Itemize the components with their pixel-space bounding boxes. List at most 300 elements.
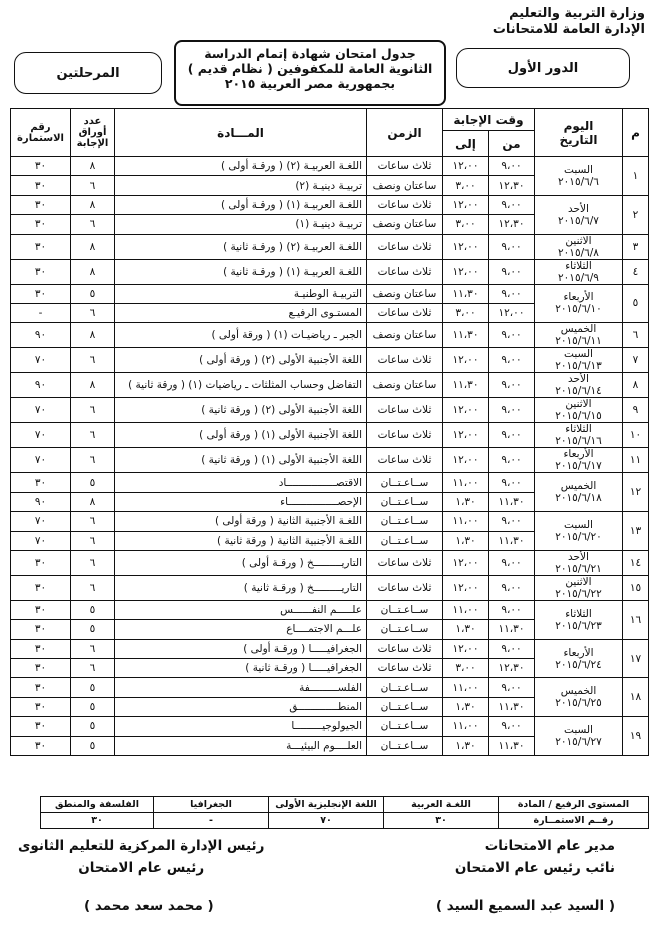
exam-date: ٢٠١٥/٦/٢١	[555, 562, 602, 575]
exam-date: ٢٠١٥/٦/١٧	[555, 460, 602, 473]
day-name: الخميس	[560, 480, 597, 493]
form-number: ٣٠	[11, 600, 71, 619]
day-name: السبت	[564, 519, 593, 532]
day-date-cell	[535, 678, 623, 717]
subject: اللغـة الأجنبية الثانية ( ورقة ثانية )	[115, 531, 367, 550]
sheet-count: ٨	[71, 234, 115, 259]
day-number: ١٥	[623, 575, 649, 600]
subject: اللغـة العربيـة (٢) ( ورقـة أولى )	[115, 157, 367, 176]
day-date-cell	[535, 512, 623, 551]
table-row	[11, 448, 649, 473]
time-from: ٩،٠٠	[489, 259, 535, 284]
day-date-cell	[535, 195, 623, 234]
time-to: ١١،٠٠	[443, 473, 489, 492]
duration: ثلاث ساعات	[367, 575, 443, 600]
day-name: الأربعاء	[563, 448, 594, 461]
day-number: ١	[623, 157, 649, 196]
sheet-count: ٥	[71, 678, 115, 697]
time-to: ١١،٠٠	[443, 717, 489, 736]
col-from: من	[489, 131, 535, 157]
summary-row-label: رقــم الاستمــارة	[499, 813, 649, 829]
subject: التاريـــــــــخ ( ورقـة ثانية )	[115, 575, 367, 600]
time-to: ١٢،٠٠	[443, 423, 489, 448]
time-from: ٩،٠٠	[489, 717, 535, 736]
sheet-count: ٦	[71, 639, 115, 658]
day-number: ١٣	[623, 512, 649, 551]
duration: ثلاث ساعات	[367, 348, 443, 373]
day-name: الأحد	[568, 550, 589, 563]
col-time: وقت الإجابة	[443, 109, 535, 131]
day-number: ١٩	[623, 717, 649, 756]
time-to: ١١،٣٠	[443, 284, 489, 303]
duration: ســاعـتــان	[367, 697, 443, 716]
day-date-cell	[535, 398, 623, 423]
table-row	[11, 600, 649, 619]
duration: ســاعـتــان	[367, 736, 443, 755]
form-number: ٣٠	[11, 234, 71, 259]
day-number: ٧	[623, 348, 649, 373]
exam-date: ٢٠١٥/٦/١٠	[555, 303, 602, 316]
exam-date: ٢٠١٥/٦/١٥	[555, 410, 602, 423]
table-row	[11, 678, 649, 697]
summary-header-2: اللغـة العربية	[384, 797, 499, 813]
time-from: ٩،٠٠	[489, 323, 535, 348]
exam-date: ٢٠١٥/٦/٢٠	[555, 531, 602, 544]
day-number: ٢	[623, 195, 649, 234]
form-number: ٧٠	[11, 512, 71, 531]
right-signature-title-1: مدير عام الامتحانات	[484, 838, 615, 854]
table-row	[11, 373, 649, 398]
sheet-count: ٥	[71, 620, 115, 639]
time-to: ٣،٠٠	[443, 659, 489, 678]
exam-date: ٢٠١٥/٦/٦	[558, 175, 599, 188]
duration: ثلاث ساعات	[367, 259, 443, 284]
subject: الفلســـــــــفة	[115, 678, 367, 697]
table-row	[11, 512, 649, 531]
time-from: ٩،٠٠	[489, 678, 535, 697]
time-from: ١٢،٣٠	[489, 659, 535, 678]
time-from: ٩،٠٠	[489, 284, 535, 303]
table-row	[11, 157, 649, 176]
right-signature-name: ( السيد عبد السميع السيد )	[435, 898, 615, 914]
day-name: السبت	[564, 724, 593, 737]
day-date-cell	[535, 423, 623, 448]
day-number: ١٦	[623, 600, 649, 639]
form-number: -	[11, 303, 71, 322]
time-to: ١،٣٠	[443, 736, 489, 755]
form-number: ٣٠	[11, 620, 71, 639]
day-number: ١١	[623, 448, 649, 473]
time-to: ١٢،٠٠	[443, 234, 489, 259]
col-subject: المـــادة	[115, 109, 367, 157]
summary-table	[40, 796, 649, 829]
day-date-cell	[535, 157, 623, 196]
time-from: ١١،٣٠	[489, 531, 535, 550]
left-signature-block	[18, 835, 264, 879]
form-number: ٣٠	[11, 157, 71, 176]
subject: اللغة الأجنبية الأولى (٢) ( ورقة أولى )	[115, 348, 367, 373]
day-number: ٣	[623, 234, 649, 259]
time-from: ٩،٠٠	[489, 575, 535, 600]
table-row	[11, 234, 649, 259]
subject: الجغرافيـــــا ( ورقـة ثانية )	[115, 659, 367, 678]
table-row	[11, 575, 649, 600]
time-from: ٩،٠٠	[489, 423, 535, 448]
subject: اللغة الأجنبية الأولى (١) ( ورقة ثانية )	[115, 448, 367, 473]
duration: ثلاث ساعات	[367, 234, 443, 259]
sheet-count: ٨	[71, 373, 115, 398]
round-label: الدور الأول	[507, 60, 579, 76]
col-sheets: عدد أوراق الإجابة	[71, 109, 115, 157]
summary-value-2: ٧٠	[269, 813, 384, 829]
sheet-count: ٨	[71, 259, 115, 284]
duration: ثلاث ساعات	[367, 423, 443, 448]
table-row	[11, 550, 649, 575]
duration: ســاعـتــان	[367, 512, 443, 531]
time-to: ١٢،٠٠	[443, 575, 489, 600]
subject: علـــم الاجتمــــاع	[115, 620, 367, 639]
duration: ثلاث ساعات	[367, 157, 443, 176]
exam-date: ٢٠١٥/٦/١١	[555, 335, 602, 348]
time-to: ١١،٣٠	[443, 373, 489, 398]
title-line-1: جدول امتحان شهادة إتمام الدراسة	[204, 46, 416, 61]
col-day-date: اليوم التاريخ	[535, 109, 623, 157]
sheet-count: ٦	[71, 303, 115, 322]
sheet-count: ٦	[71, 659, 115, 678]
sheet-count: ٥	[71, 473, 115, 492]
time-from: ١٢،٠٠	[489, 303, 535, 322]
subject: اللغـة العربيـة (١) ( ورقـة أولى )	[115, 195, 367, 214]
time-to: ١١،٣٠	[443, 323, 489, 348]
time-from: ١٢،٣٠	[489, 215, 535, 234]
day-name: الاثنين	[565, 398, 592, 411]
form-number: ٣٠	[11, 717, 71, 736]
form-number: ٧٠	[11, 531, 71, 550]
day-name: الأربعاء	[563, 646, 594, 659]
exam-date: ٢٠١٥/٦/٢٢	[555, 587, 602, 600]
form-number: ٣٠	[11, 639, 71, 658]
time-from: ١١،٣٠	[489, 736, 535, 755]
day-date-cell	[535, 284, 623, 323]
form-number: ٣٠	[11, 195, 71, 214]
summary-header-3: اللغة الإنجليزية الأولى	[269, 797, 384, 813]
table-row	[11, 639, 649, 658]
table-row	[11, 195, 649, 214]
duration: ثلاث ساعات	[367, 398, 443, 423]
time-from: ٩،٠٠	[489, 157, 535, 176]
duration: ساعتان ونصف	[367, 176, 443, 195]
time-from: ٩،٠٠	[489, 234, 535, 259]
time-to: ١،٣٠	[443, 531, 489, 550]
day-number: ١٤	[623, 550, 649, 575]
col-to: إلى	[443, 131, 489, 157]
subject: اللغة الأجنبية الأولى (١) ( ورقة أولى )	[115, 423, 367, 448]
title-box	[174, 40, 446, 106]
time-from: ١١،٣٠	[489, 620, 535, 639]
time-from: ١١،٣٠	[489, 492, 535, 511]
day-name: الأحد	[568, 202, 589, 215]
form-number: ٣٠	[11, 473, 71, 492]
day-date-cell	[535, 373, 623, 398]
time-to: ٣،٠٠	[443, 215, 489, 234]
summary-value-4: ٣٠	[41, 813, 154, 829]
duration: ســاعـتــان	[367, 600, 443, 619]
form-number: ٣٠	[11, 736, 71, 755]
time-from: ٩،٠٠	[489, 373, 535, 398]
sheet-count: ٨	[71, 195, 115, 214]
time-to: ١٢،٠٠	[443, 195, 489, 214]
table-row	[11, 398, 649, 423]
subject: الجغرافيـــــا ( ورقـة أولى )	[115, 639, 367, 658]
time-to: ٣،٠٠	[443, 303, 489, 322]
day-name: الأربعاء	[563, 291, 594, 304]
day-name: الاثنين	[565, 234, 592, 247]
exam-date: ٢٠١٥/٦/٩	[558, 271, 599, 284]
day-number: ١٢	[623, 473, 649, 512]
exam-date: ٢٠١٥/٦/٢٧	[555, 736, 602, 749]
exam-date: ٢٠١٥/٦/٢٥	[555, 697, 602, 710]
sheet-count: ٦	[71, 423, 115, 448]
subject: التربيـة الوطنيـة	[115, 284, 367, 303]
time-to: ١٢،٠٠	[443, 639, 489, 658]
duration: ثلاث ساعات	[367, 659, 443, 678]
left-signature-title-2: رئيس عام الامتحان	[78, 860, 205, 876]
day-number: ٦	[623, 323, 649, 348]
form-number: ٣٠	[11, 550, 71, 575]
sheet-count: ٦	[71, 575, 115, 600]
duration: ســاعـتــان	[367, 531, 443, 550]
table-row	[11, 348, 649, 373]
col-duration: الزمن	[367, 109, 443, 157]
subject: اللغـة العربيـة (١) ( ورقـة ثانية )	[115, 259, 367, 284]
left-signature-name: ( محمد سعد محمد )	[84, 898, 214, 914]
exam-date: ٢٠١٥/٦/١٦	[555, 435, 602, 448]
subject: المنطـــــــــــــق	[115, 697, 367, 716]
sheet-count: ٦	[71, 550, 115, 575]
summary-value-1: ٣٠	[384, 813, 499, 829]
summary-value-3: -	[154, 813, 269, 829]
form-number: ٧٠	[11, 348, 71, 373]
summary-header-4: الجغرافيا	[154, 797, 269, 813]
title-line-3: بجمهورية مصر العربية ٢٠١٥	[224, 76, 396, 91]
subject: اللغـة العربيـة (٢) ( ورقـة ثانية )	[115, 234, 367, 259]
form-number: ٩٠	[11, 492, 71, 511]
duration: ســاعـتــان	[367, 717, 443, 736]
form-number: ٩٠	[11, 323, 71, 348]
time-to: ١٢،٠٠	[443, 448, 489, 473]
form-number: ٣٠	[11, 659, 71, 678]
exam-date: ٢٠١٥/٦/١٤	[555, 385, 602, 398]
exam-date: ٢٠١٥/٦/٨	[558, 246, 599, 259]
ministry-header	[493, 6, 645, 38]
sheet-count: ٥	[71, 697, 115, 716]
time-to: ١،٣٠	[443, 697, 489, 716]
duration: ســاعـتــان	[367, 492, 443, 511]
duration: ساعتان ونصف	[367, 323, 443, 348]
day-name: الخميس	[560, 323, 597, 336]
day-name: الأحد	[568, 373, 589, 386]
exam-date: ٢٠١٥/٦/٧	[558, 214, 599, 227]
sheet-count: ٥	[71, 736, 115, 755]
time-from: ٩،٠٠	[489, 348, 535, 373]
sheet-count: ٨	[71, 492, 115, 511]
form-number: ٣٠	[11, 575, 71, 600]
day-number: ١٠	[623, 423, 649, 448]
subject: التفاضل وحساب المثلثات ـ رياضيات (١) ( ورقة ثانية )	[115, 373, 367, 398]
time-to: ١٢،٠٠	[443, 398, 489, 423]
subject: اللغة الأجنبية الأولى (٢) ( ورقة ثانية )	[115, 398, 367, 423]
day-name: السبت	[564, 348, 593, 361]
time-from: ١٢،٣٠	[489, 176, 535, 195]
subject: الجبر ـ رياضيـات (١) ( ورقة أولى )	[115, 323, 367, 348]
time-from: ٩،٠٠	[489, 600, 535, 619]
sheet-count: ٦	[71, 398, 115, 423]
sheet-count: ٥	[71, 600, 115, 619]
right-signature-block	[455, 835, 615, 879]
day-date-cell	[535, 600, 623, 639]
exam-date: ٢٠١٥/٦/١٣	[555, 360, 602, 373]
day-name: الثلاثاء	[565, 259, 592, 272]
time-from: ١١،٣٠	[489, 697, 535, 716]
duration: ثلاث ساعات	[367, 195, 443, 214]
time-to: ٣،٠٠	[443, 176, 489, 195]
time-to: ١،٣٠	[443, 492, 489, 511]
duration: ساعتان ونصف	[367, 284, 443, 303]
subject: الإحصــــــــــــــــاء	[115, 492, 367, 511]
col-num: م	[623, 109, 649, 157]
summary-header-1: المستوى الرفيع / المادة	[499, 797, 649, 813]
exam-date: ٢٠١٥/٦/٢٤	[555, 658, 602, 671]
time-from: ٩،٠٠	[489, 639, 535, 658]
form-number: ٩٠	[11, 373, 71, 398]
day-name: الثلاثاء	[565, 423, 592, 436]
subject: التاريـــــــــخ ( ورقـة أولى )	[115, 550, 367, 575]
time-to: ١،٣٠	[443, 620, 489, 639]
day-number: ٥	[623, 284, 649, 323]
day-date-cell	[535, 639, 623, 678]
time-from: ٩،٠٠	[489, 398, 535, 423]
stages-label: المرحلتين	[56, 65, 120, 81]
duration: ثلاث ساعات	[367, 303, 443, 322]
day-name: الاثنين	[565, 575, 592, 588]
time-from: ٩،٠٠	[489, 195, 535, 214]
day-number: ٩	[623, 398, 649, 423]
form-number: ٣٠	[11, 176, 71, 195]
time-to: ١١،٠٠	[443, 512, 489, 531]
sheet-count: ٦	[71, 448, 115, 473]
time-to: ١٢،٠٠	[443, 348, 489, 373]
form-number: ٣٠	[11, 259, 71, 284]
subject: العلــــوم البيئيـــة	[115, 736, 367, 755]
day-date-cell	[535, 323, 623, 348]
day-date-cell	[535, 575, 623, 600]
day-date-cell	[535, 348, 623, 373]
ministry-name: وزارة التربية والتعليم	[509, 6, 645, 21]
duration: ساعتان ونصف	[367, 215, 443, 234]
day-name: السبت	[564, 163, 593, 176]
duration: ســاعـتــان	[367, 678, 443, 697]
table-row	[11, 423, 649, 448]
day-date-cell	[535, 448, 623, 473]
summary-header-5: الفلسفة والمنطق	[41, 797, 154, 813]
time-from: ٩،٠٠	[489, 550, 535, 575]
subject: علـــــم النفــــــس	[115, 600, 367, 619]
time-to: ١٢،٠٠	[443, 550, 489, 575]
title-line-2: الثانوية العامة للمكفوفين ( نظام قديم )	[187, 61, 433, 76]
day-number: ١٨	[623, 678, 649, 717]
time-to: ١١،٠٠	[443, 678, 489, 697]
table-row	[11, 323, 649, 348]
subject: المستـوى الرفيـع	[115, 303, 367, 322]
subject: الاقتصــــــــــــــــاد	[115, 473, 367, 492]
round-box	[456, 48, 630, 88]
sheet-count: ٥	[71, 284, 115, 303]
duration: ثلاث ساعات	[367, 639, 443, 658]
col-form: رقم الاستمارة	[11, 109, 71, 157]
time-from: ٩،٠٠	[489, 473, 535, 492]
table-row	[11, 717, 649, 736]
form-number: ٣٠	[11, 284, 71, 303]
sheet-count: ٦	[71, 215, 115, 234]
day-name: الخميس	[560, 685, 597, 698]
exam-schedule-table	[10, 108, 649, 756]
day-date-cell	[535, 717, 623, 756]
exam-date: ٢٠١٥/٦/١٨	[555, 492, 602, 505]
time-from: ٩،٠٠	[489, 512, 535, 531]
left-signature-title-1: رئيس الإدارة المركزية للتعليم الثانوى	[18, 838, 265, 854]
department-name: الإدارة العامة للامتحانات	[492, 22, 645, 37]
day-number: ١٧	[623, 639, 649, 678]
subject: اللغـة الأجنبية الثانية ( ورقة أولى )	[115, 512, 367, 531]
form-number: ٧٠	[11, 448, 71, 473]
sheet-count: ٨	[71, 323, 115, 348]
form-number: ٣٠	[11, 697, 71, 716]
subject: تربيـة دينيـة (١)	[115, 215, 367, 234]
time-to: ١٢،٠٠	[443, 157, 489, 176]
table-row	[11, 259, 649, 284]
duration: ســاعـتــان	[367, 620, 443, 639]
table-row	[11, 284, 649, 303]
sheet-count: ٦	[71, 531, 115, 550]
form-number: ٧٠	[11, 423, 71, 448]
subject: الجيولوجيـــــــــا	[115, 717, 367, 736]
sheet-count: ٦	[71, 176, 115, 195]
time-to: ١١،٠٠	[443, 600, 489, 619]
stages-box	[14, 52, 162, 94]
table-row	[11, 473, 649, 492]
form-number: ٣٠	[11, 678, 71, 697]
sheet-count: ٥	[71, 717, 115, 736]
day-number: ٤	[623, 259, 649, 284]
duration: ثلاث ساعات	[367, 550, 443, 575]
sheet-count: ٦	[71, 512, 115, 531]
form-number: ٣٠	[11, 215, 71, 234]
sheet-count: ٨	[71, 157, 115, 176]
time-to: ١٢،٠٠	[443, 259, 489, 284]
day-date-cell	[535, 550, 623, 575]
day-number: ٨	[623, 373, 649, 398]
sheet-count: ٦	[71, 348, 115, 373]
time-from: ٩،٠٠	[489, 448, 535, 473]
day-name: الثلاثاء	[565, 607, 592, 620]
day-date-cell	[535, 234, 623, 259]
exam-date: ٢٠١٥/٦/٢٣	[555, 619, 602, 632]
duration: ساعتان ونصف	[367, 373, 443, 398]
right-signature-title-2: نائب رئيس عام الامتحان	[454, 860, 615, 876]
duration: ســاعـتــان	[367, 473, 443, 492]
day-date-cell	[535, 259, 623, 284]
subject: تربيـة دينيـة (٢)	[115, 176, 367, 195]
